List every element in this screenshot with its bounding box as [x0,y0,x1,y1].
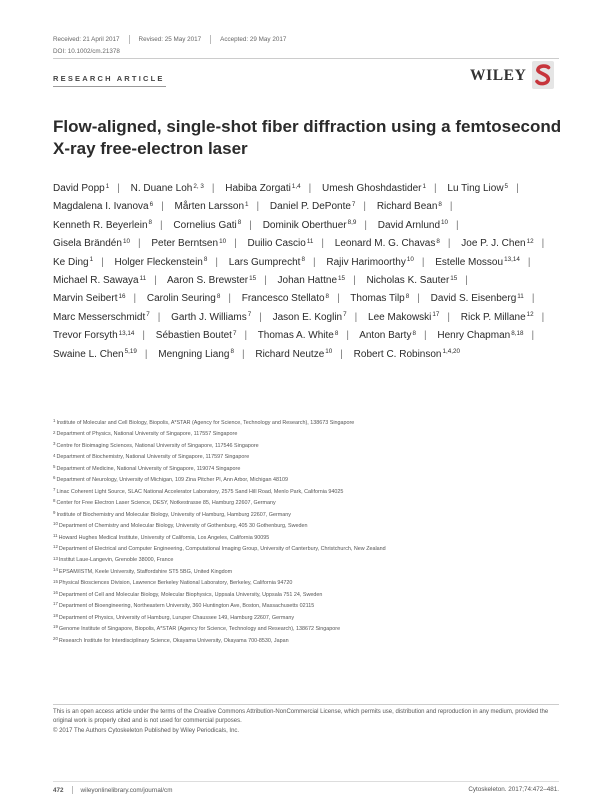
author-separator: | [321,238,324,250]
affiliation-number: 1 [53,418,56,424]
author-separator: | [117,183,120,194]
author-name[interactable] [359,330,434,341]
author-name[interactable] [366,275,475,286]
affiliation-number: 14 [53,567,58,573]
author-name[interactable] [447,183,526,194]
author-affiliation-marker: 16 [118,292,126,300]
author-separator: | [531,293,535,305]
author-name-text: Anton Barty [359,330,412,342]
affiliation-number: 16 [53,590,58,595]
affiliation-text: Institute of Molecular and Cell Biology, Biopolis, A*STAR (Agency for Science, Technology and Research), 138673 Singapore [56,420,355,426]
author-affiliation-marker: 12 [526,237,534,245]
publisher-logo-text: WILEY [470,67,527,84]
author-separator: | [527,256,531,268]
affiliation-text: Genome Institute of Singapore, Biopolis, A*STAR (Agency for Science, Technology and Research), 138672 Singapore [58,626,341,633]
affiliation-item [53,613,563,624]
author-separator: | [137,238,141,250]
paper-title: Flow-aligned, single-shot fiber diffraction using a femtosecond X-ray free-electron laser [53,117,562,158]
author-name[interactable] [171,312,270,323]
author-name-text: Thomas A. White [257,330,334,342]
author-separator: | [434,183,437,194]
author-name[interactable] [461,312,552,323]
author-name[interactable] [461,238,552,249]
license-text: This is an open access article under the terms of the Creative Commons Attribution-NonCommercial License, which permits use, distribution and reproduction in any medium, provided the original work is properly cited and is not used for commercial purposes. [53,709,549,725]
publisher-logo-icon [532,61,554,89]
author-separator: | [449,201,453,213]
author-separator: | [154,275,157,287]
affiliation-text: Institute of Biochemistry and Molecular Biology, University of Hamburg, Hamburg 22607, Germany [56,511,291,518]
author-name[interactable] [53,238,149,249]
author-name-text: Gisela Brändén [53,238,122,250]
author-name[interactable] [258,330,357,341]
author-affiliation-marker: 8 [436,237,440,245]
author-affiliation-marker: 8 [334,329,339,337]
author-name[interactable] [53,275,165,286]
affiliation-number: 3 [53,441,56,447]
author-separator: | [447,311,451,323]
author-name-text: Aaron S. Brewster [166,275,249,287]
author-list [53,180,563,364]
article-type-underline [53,86,166,87]
affiliation-item [53,555,563,566]
author-name[interactable] [322,183,445,194]
affiliation-text: Linac Coherent Light Source, SLAC National Accelerator Laboratory, 2575 Sand Hill Road, Menlo Park, California 94025 [56,488,344,495]
author-separator: | [346,330,349,342]
author-name-text: Thomas Tilp [350,293,405,305]
author-separator: | [531,330,535,342]
header-divider [53,58,559,59]
s-logo-icon [532,61,554,89]
affiliation-text: Centre for Bioimaging Sciences, National University of Singapore, 117546 Singapore [56,442,259,449]
author-separator: | [353,275,356,287]
author-name[interactable] [175,201,268,212]
author-name-text: Nicholas K. Sauter [366,275,450,287]
author-affiliation-marker: 15 [338,274,346,282]
author-name-text: Richard Neutze [255,348,325,360]
author-name-text: David S. Eisenberg [430,293,517,305]
author-name-text: Francesco Stellato [241,293,325,305]
affiliation-item [53,441,563,452]
author-affiliation-marker: 12 [526,311,534,319]
affiliation-item [53,521,563,532]
author-affiliation-marker: 8 [325,292,330,300]
author-name[interactable] [53,201,172,212]
author-name-text: Kenneth R. Beyerlein [53,219,148,231]
author-name-text: Carolin Seuring [146,293,216,305]
author-affiliation-marker: 8 [301,256,305,264]
affiliation-text: Department of Physics, University of Hamburg, Luruper Chaussee 149, Hamburg 22607, Germany [58,614,295,621]
author-name-text: Johan Hattne [277,275,338,287]
received-date: Received: 21 April 2017 [53,36,120,43]
author-separator: | [417,293,420,305]
affiliation-number: 7 [53,486,56,492]
author-name[interactable] [350,293,428,304]
footer-left [53,786,172,794]
author-name[interactable] [378,220,467,231]
doi[interactable]: DOI: 10.1002/cm.21378 [53,48,120,55]
affiliation-text: Department of Medicine, National University of Singapore, 119074 Singapore [56,465,241,472]
author-separator: | [101,256,104,268]
author-name[interactable] [437,330,542,341]
affiliation-number: 17 [53,601,58,607]
author-separator: | [256,201,260,213]
author-affiliation-marker: 8 [405,292,410,300]
author-name[interactable] [229,257,324,268]
article-type: RESEARCH ARTICLE [53,74,165,83]
author-affiliation-marker: 1,4 [291,182,301,190]
page-number: 472 [53,786,64,794]
author-name-text: Swaine L. Chen [53,348,124,360]
author-name[interactable] [147,293,239,304]
author-separator: | [142,330,146,342]
author-name-text: Marc Messerschmidt [53,311,146,323]
author-name[interactable] [335,238,459,249]
author-separator: | [144,348,148,360]
author-name-text: Robert C. Robinson [353,348,442,360]
affiliation-item [53,464,563,475]
author-name-text: Lars Gumprecht [228,256,301,268]
history-divider [129,35,130,44]
author-name[interactable] [377,201,461,212]
affiliation-item [53,429,563,440]
affiliation-item [53,498,563,509]
author-name[interactable] [242,293,348,304]
author-name-text: Marvin Seibert [53,293,118,305]
affiliation-number: 9 [53,509,56,515]
copyright-text: © 2017 The Authors Cytoskeleton Published by Wiley Periodicals, Inc. [53,727,240,734]
author-affiliation-marker: 13,14 [118,329,135,337]
author-affiliation-marker: 7 [247,311,252,319]
author-affiliation-marker: 5 [504,182,509,190]
author-separator: | [541,311,545,323]
author-separator: | [160,219,163,231]
journal-url[interactable]: wileyonlinelibrary.com/journal/cm [80,786,173,794]
author-name[interactable] [354,349,460,360]
author-affiliation-marker: 8 [203,256,208,264]
author-name-text: Mengning Liang [158,348,230,360]
author-separator: | [157,311,161,323]
author-affiliation-marker: 8 [412,329,416,337]
author-affiliation-marker: 10 [122,237,130,245]
author-name-text: Michael R. Sawaya [53,275,139,287]
author-name-text: Rick P. Millane [460,311,526,323]
author-name-text: Richard Bean [376,201,438,213]
revised-date: Revised: 25 May 2017 [138,36,202,43]
author-separator: | [421,256,425,268]
author-affiliation-marker: 8 [148,219,153,227]
author-affiliation-marker: 7 [146,311,150,319]
author-name[interactable] [53,349,155,360]
author-separator: | [364,219,367,231]
author-name-text: David Popp [53,183,105,194]
license-block [53,708,565,736]
author-separator: | [244,330,248,342]
affiliation-item [53,624,563,635]
author-name[interactable] [273,312,366,323]
author-affiliation-marker: 1 [105,182,110,190]
author-affiliation-marker: 1 [245,200,249,208]
affiliation-number: 13 [53,555,58,561]
affiliation-text: Department of Physics, National University of Singapore, 117557 Singapore [56,431,238,438]
author-affiliation-marker: 15 [249,274,257,282]
author-name[interactable] [173,220,259,231]
author-affiliation-marker: 10 [441,219,449,227]
affiliation-number: 11 [53,532,58,538]
affiliation-text: Center for Free Electron Laser Science, DESY, Notkestrasse 85, Hamburg 22607, Germany [56,500,276,507]
author-name-text: Daniel P. DePonte [269,201,351,213]
article-history [53,35,286,44]
affiliation-number: 6 [53,475,56,481]
author-name[interactable] [53,257,112,268]
author-name-text: Estelle Mossou [435,256,504,268]
author-separator: | [447,238,451,250]
affiliation-item [53,452,563,463]
history-divider [210,35,211,44]
author-separator: | [312,256,316,268]
affiliation-item [53,475,563,486]
author-name-text: Henry Chapman [437,330,511,342]
author-affiliation-marker: 7 [232,329,237,337]
affiliation-text: Department of Bioengineering, Northeastern University, 360 Huntington Ave, Boston, Massachusetts 02115 [58,603,315,610]
author-separator: | [516,183,519,194]
affiliation-number: 5 [53,464,56,470]
author-separator: | [241,348,245,360]
affiliation-text: Institut Laue-Langevin, Grenoble 38000, France [58,557,174,564]
affiliation-number: 10 [53,521,58,527]
author-name[interactable] [255,349,351,360]
author-name[interactable] [156,330,255,341]
author-name[interactable] [114,257,226,268]
author-name[interactable] [167,275,275,286]
author-separator: | [249,219,252,231]
affiliation-text: Department of Cell and Molecular Biology, Molecular Biophysics, Uppsala University, Uppsala 751 24, Sweden [58,591,323,598]
affiliation-number: 18 [53,612,58,618]
author-name[interactable] [158,349,252,360]
affiliation-item [53,487,563,498]
author-name-text: Mårten Larsson [174,201,245,213]
author-affiliation-marker: 11 [517,292,524,300]
footer-divider [53,781,559,782]
author-affiliation-marker: 2, 3 [193,182,204,190]
affiliation-list [53,418,563,647]
author-affiliation-marker: 15 [450,274,458,282]
affiliation-text: Research Institute for Interdisciplinary Science, Okayama University, Okayama 700-8530, Japan [58,637,289,644]
author-separator: | [423,330,427,342]
author-affiliation-marker: 8 [237,219,242,227]
footer-separator [72,786,73,794]
author-name-text: Sébastien Boutet [155,330,232,342]
author-separator: | [354,311,358,323]
author-separator: | [264,275,267,287]
author-name[interactable] [431,293,543,304]
affiliation-item [53,510,563,521]
affiliation-item [53,578,563,589]
author-affiliation-marker: 8,9 [347,219,357,227]
affiliation-number: 12 [53,544,58,550]
author-name-text: Ke Ding [53,256,89,268]
author-separator: | [541,238,545,250]
affiliation-number: 2 [53,429,56,435]
affiliation-item [53,601,563,612]
author-name-text: Garth J. Williams [171,311,247,323]
author-name-text: Rajiv Harimoorthy [326,256,406,268]
author-affiliation-marker: 17 [432,311,440,319]
author-name-text: Leonard M. G. Chavas [334,238,436,250]
author-name-text: Joe P. J. Chen [461,238,526,250]
author-affiliation-marker: 1 [422,182,426,190]
author-name[interactable] [53,293,144,304]
author-separator: | [340,348,343,360]
author-name[interactable] [278,275,364,286]
author-affiliation-marker: 11 [139,274,147,282]
author-name[interactable] [263,220,375,231]
author-separator: | [228,293,231,305]
affiliation-text: Department of Biochemistry, National University of Singapore, 117597 Singapore [56,454,250,461]
author-affiliation-marker: 8 [230,348,234,356]
affiliation-item [53,590,563,601]
author-affiliation-marker: 5,19 [124,348,137,356]
author-affiliation-marker: 6 [149,200,154,208]
author-affiliation-marker: 10 [219,237,227,245]
author-name-text: Dominik Oberthuer [262,219,347,231]
author-name-text: Lu Ting Liow [447,183,504,194]
author-affiliation-marker: 8 [216,292,221,300]
author-name[interactable] [247,238,332,249]
author-name[interactable] [53,183,128,194]
affiliation-text: Physical Biosciences Division, Lawrence Berkeley National Laboratory, Berkeley, California 94720 [58,580,293,587]
journal-citation: Cytoskeleton. 2017;74:472–481. [468,786,559,793]
author-separator: | [259,311,262,323]
author-name-text: Trevor Forsyth [53,330,118,342]
author-separator: | [133,293,137,305]
author-name-text: David Arnlund [377,219,441,231]
affiliation-number: 20 [53,635,58,641]
affiliation-text: Department of Neurology, University of Michigan, 109 Zina Pitcher Pl, Ann Arbor, Michigan 48109 [56,477,288,484]
author-name[interactable] [53,220,171,231]
author-separator: | [456,219,459,231]
author-affiliation-marker: 13,14 [504,256,520,264]
author-affiliation-marker: 8 [438,200,442,208]
author-separator: | [234,238,237,250]
author-name-text: N. Duane Loh [130,183,193,194]
affiliation-item [53,533,563,544]
affiliation-number: 19 [53,624,58,630]
author-name-text: Peter Berntsen [151,238,219,250]
author-name-text: Magdalena I. Ivanova [53,201,149,213]
author-name-text: Lee Makowski [368,311,432,323]
author-name-text: Jason E. Koglin [272,311,343,323]
author-name-text: Cornelius Gati [173,219,237,231]
author-affiliation-marker: 10 [325,348,333,356]
author-name[interactable] [131,183,223,194]
affiliation-number: 8 [53,498,56,504]
author-separator: | [363,201,367,213]
author-name[interactable] [53,312,168,323]
author-name-text: Umesh Ghoshdastider [321,183,422,194]
author-separator: | [161,201,164,213]
affiliation-item [53,636,563,647]
author-affiliation-marker: 8,18 [511,329,524,337]
affiliation-number: 4 [53,452,56,458]
accepted-date: Accepted: 29 May 2017 [220,36,287,43]
author-name[interactable] [270,201,374,212]
author-affiliation-marker: 1,4,20 [442,348,461,356]
author-separator: | [465,275,468,287]
author-name[interactable] [53,330,153,341]
author-name-text: Duilio Cascio [247,238,306,250]
author-name-text: Holger Fleckenstein [114,256,203,268]
author-name[interactable] [368,312,458,323]
author-separator: | [211,183,215,194]
author-affiliation-marker: 10 [406,256,414,264]
author-affiliation-marker: 1 [89,256,94,264]
author-affiliation-marker: 7 [351,200,356,208]
author-affiliation-marker: 7 [343,311,347,319]
author-separator: | [308,183,312,194]
affiliation-text: Department of Chemistry and Molecular Biology, University of Gothenburg, 405 30 Gothenburg, Sweden [58,523,308,530]
affiliation-text: EPSAM/ISTM, Keele University, Staffordshire ST5 5BG, United Kingdom [58,568,233,575]
affiliation-number: 15 [53,578,58,584]
affiliation-text: Department of Electrical and Computer Engineering, Computational Imaging Group, University of Canterbury, Christchurch, New Zealand [58,545,386,552]
license-divider [53,704,559,705]
affiliation-item [53,544,563,555]
author-separator: | [337,293,340,305]
author-name-text: Habiba Zorgati [225,183,291,194]
author-name[interactable] [326,257,432,268]
affiliation-item [53,567,563,578]
author-name[interactable] [225,183,319,194]
affiliation-text: Howard Hughes Medical Institute, University of California, Los Angeles, California 90095 [58,534,270,541]
author-affiliation-marker: 11 [306,237,314,245]
author-separator: | [215,256,218,268]
affiliation-item [53,418,563,429]
author-name[interactable] [435,257,538,268]
author-name[interactable] [151,238,244,249]
